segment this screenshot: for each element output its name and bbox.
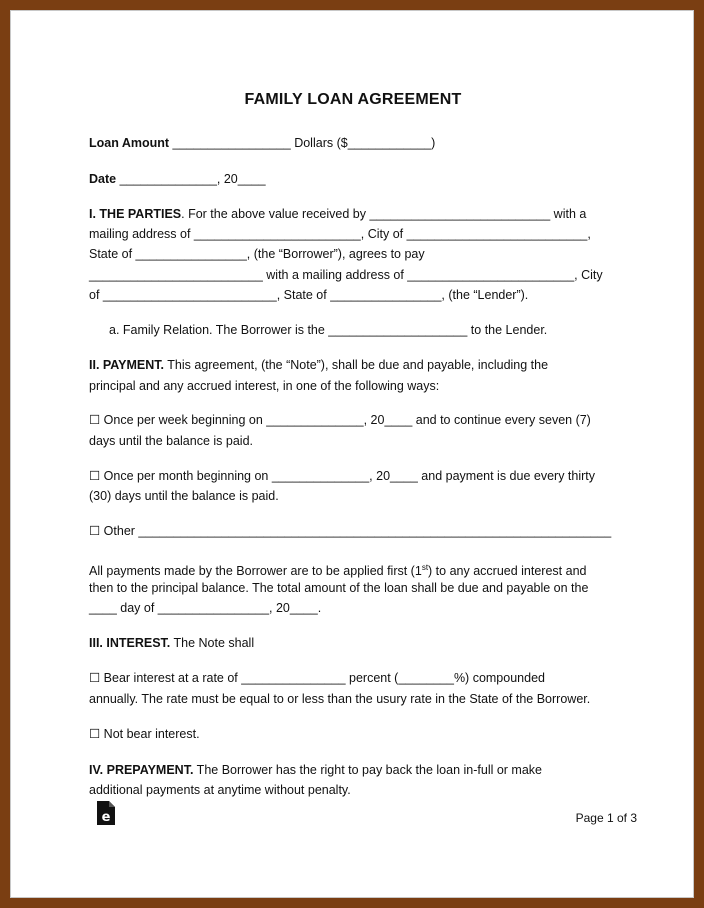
parties-line-1 <box>89 207 586 222</box>
prepayment-line-1 <box>89 763 542 778</box>
superscript-st: st <box>421 563 429 572</box>
loan-amount-blanks: _________________ Dollars ($____________) <box>169 136 436 150</box>
prepayment-heading: IV. PREPAYMENT. <box>89 763 194 777</box>
parties-text-1: . For the above value received by __________________________ with a <box>181 207 587 221</box>
payment-heading: II. PAYMENT. <box>89 358 165 372</box>
parties-heading: I. THE PARTIES <box>89 207 182 221</box>
applied-line-2: then to the principal balance. The total amount of the loan shall be due and payable on the <box>89 581 589 595</box>
monthly-option-cont: (30) days until the balance is paid. <box>89 489 279 503</box>
not-bear-interest-option[interactable]: ☐ Not bear interest. <box>89 727 200 741</box>
payment-line-2: principal and any accrued interest, in one of the following ways: <box>89 379 440 393</box>
eforms-logo-icon <box>95 799 117 827</box>
weekly-option[interactable]: ☐ Once per week beginning on ______________, 20____ and to continue every seven (7) <box>89 413 591 427</box>
parties-line-3: State of ________________, (the “Borrower”), agrees to pay <box>89 247 425 261</box>
interest-line <box>89 636 254 651</box>
applied-text-a: All payments made by the Borrower are to be applied first (1 <box>89 564 422 579</box>
applied-line-1 <box>89 560 586 579</box>
interest-heading: III. INTEREST. <box>89 636 171 650</box>
bear-interest-cont: annually. The rate must be equal to or less than the usury rate in the State of the Borrower. <box>89 692 591 706</box>
document-page <box>10 10 694 898</box>
parties-line-4: _________________________ with a mailing address of ________________________, City <box>89 268 603 282</box>
parties-line-5: of _________________________, State of ________________, (the “Lender”). <box>89 288 529 302</box>
bear-interest-option[interactable]: ☐ Bear interest at a rate of _______________ percent (________%) compounded <box>89 671 545 685</box>
page-number: Page 1 of 3 <box>575 811 637 825</box>
date-blanks: ______________, 20____ <box>116 172 266 186</box>
svg-text:e: e <box>101 810 111 825</box>
document-title: FAMILY LOAN AGREEMENT <box>244 91 462 108</box>
applied-line-3: ____ day of ________________, 20____. <box>89 601 322 615</box>
prepayment-text-1: The Borrower has the right to pay back the loan in-full or make <box>193 763 542 777</box>
family-relation-line: a. Family Relation. The Borrower is the ____________________ to the Lender. <box>109 323 548 337</box>
prepayment-line-2: additional payments at anytime without penalty. <box>89 783 351 797</box>
monthly-option[interactable]: ☐ Once per month beginning on ______________, 20____ and payment is due every thirty <box>89 469 596 483</box>
weekly-option-cont: days until the balance is paid. <box>89 434 253 448</box>
date-label: Date <box>89 172 117 186</box>
loan-amount-label: Loan Amount <box>89 136 170 150</box>
payment-line-1 <box>89 358 548 373</box>
interest-text: The Note shall <box>170 636 255 650</box>
payment-text-1: This agreement, (the “Note”), shall be due and payable, including the <box>164 358 549 372</box>
date-line <box>89 172 266 187</box>
parties-line-2: mailing address of ________________________, City of __________________________, <box>89 227 591 241</box>
loan-amount-line <box>89 136 435 151</box>
applied-text-b: ) to any accrued interest and <box>428 564 587 579</box>
other-option[interactable]: ☐ Other ____________________________________________________________________ <box>89 524 612 538</box>
